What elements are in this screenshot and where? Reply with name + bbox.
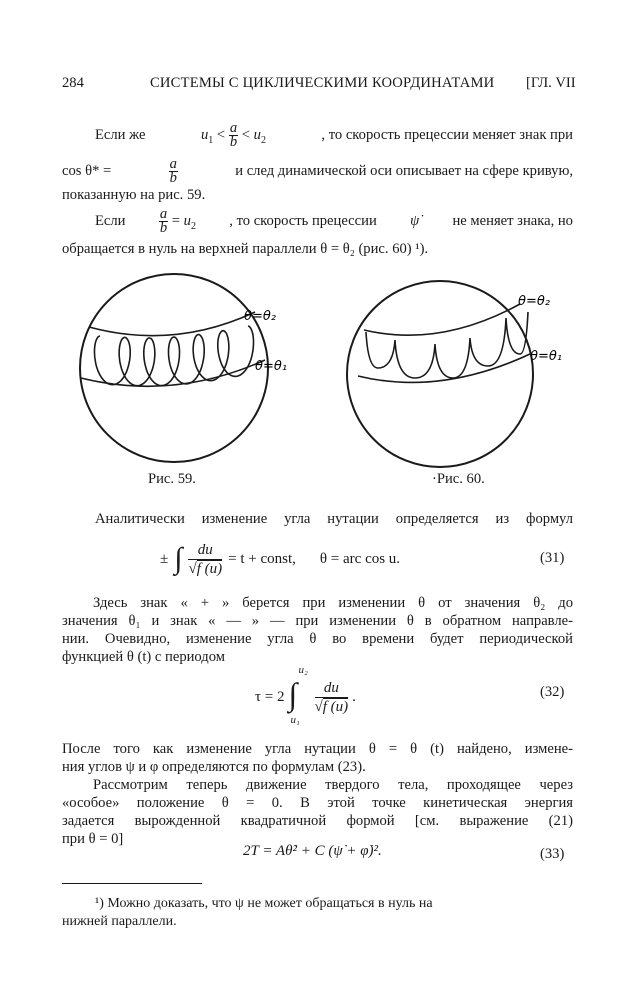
upper-parallel [89,312,255,336]
label-theta1: θ=θ₁ [530,349,563,364]
chapter-label: [ГЛ. VII [526,75,576,91]
para4-line3: нии. Очевидно, изменение угла θ во времени будет периодической [62,631,573,647]
equation-number-32: (32) [540,684,565,700]
caption-fig59: Рис. 59. [148,471,196,487]
upper-parallel [364,304,520,335]
label-theta2: θ=θ₂ [244,309,277,324]
fraction-a-over-b: $\frac{a}{b}$ [169,156,177,186]
label-theta1: θ=θ₁ [255,359,288,374]
sphere-outline [80,274,268,462]
running-title: СИСТЕМЫ С ЦИКЛИЧЕСКИМИ КООРДИНАТАМИ [150,75,495,91]
figure-59 [62,268,302,468]
equation-number-31: (31) [540,550,565,566]
figure-60 [340,268,580,468]
fraction: $\frac{du}{√f (u)}$ [314,679,349,715]
para1-line3: показанную на рис. 59. [62,187,206,203]
equation-32: τ = 2 u₂ ∫ u₁ $\frac{du}{√f (u)}$ . [255,664,356,726]
para4-line4: функцией θ (t) с периодом [62,649,225,665]
cusp-trace [366,312,528,378]
label-theta2: θ=θ₂ [518,294,551,309]
para2-line1: Если $\frac{a}{b}$ = $u_2$ , то скорость прецессии ψ̇ не меняет знака, но [95,206,573,236]
footnote-rule [62,883,202,884]
para6-line4: при θ = 0] [62,831,124,847]
integral-sign: ∫ [174,542,183,575]
para1-line1: Если же $u_1$ < $\frac{a}{b}$ < $u_2$ , то скорость прецессии меняет знак при [95,120,573,150]
caption-fig60: ·Рис. 60. [432,471,485,487]
page-number: 284 [62,75,84,91]
para6-line2: «особое» положение θ = 0. В этой точке кинетическая энергия [62,795,573,811]
equation-31: ± ∫ $\frac{du}{√f (u)}$ = t + const, θ = arc cos u. [160,541,401,577]
para6-line3: задается вырожденной квадратичной формой [см. выражение (21) [62,813,573,829]
equation-number-33: (33) [540,846,565,862]
para5-line2: ния углов ψ и φ определяются по формулам (23). [62,759,366,775]
equation-33: 2T = Aθ̇² + C (ψ̇ + φ̇)². [243,843,382,859]
sphere-outline [347,281,533,467]
para6-line1: Рассмотрим теперь движение твердого тела, проходящее через [93,777,573,793]
psi-dot: ψ̇ [410,213,420,229]
definite-integral: u₂ ∫ u₁ [288,664,308,726]
footnote-line2: нижней параллели. [62,914,177,929]
para1-line2: cos θ* = $\frac{a}{b}$ и след динамической оси описывает на сфере кривую, [62,156,573,186]
footnote-line1: ¹) Можно доказать, что ψ не может обращаться в нуль на [95,896,433,911]
para5-line1: После того как изменение угла нутации θ = θ (t) найдено, измене- [62,741,573,757]
lower-parallel [358,354,530,382]
equality: $\frac{a}{b}$ = $u_2$ [159,206,196,236]
para2-line2: обращается в нуль на верхней параллели θ = θ₂ (рис. 60) ¹). [62,241,429,257]
para4-line2: значения θ₁ и знак « — » — при изменении θ в обратном направле- [62,613,573,629]
para3-line1: Аналитически изменение угла нутации определяется из формул [95,511,573,527]
inequality: $u_1$ < $\frac{a}{b}$ < $u_2$ [200,120,266,150]
fraction: $\frac{du}{√f (u)}$ [188,541,223,577]
para4-line1: Здесь знак « + » берется при изменении θ от значения θ₂ до [93,595,573,611]
